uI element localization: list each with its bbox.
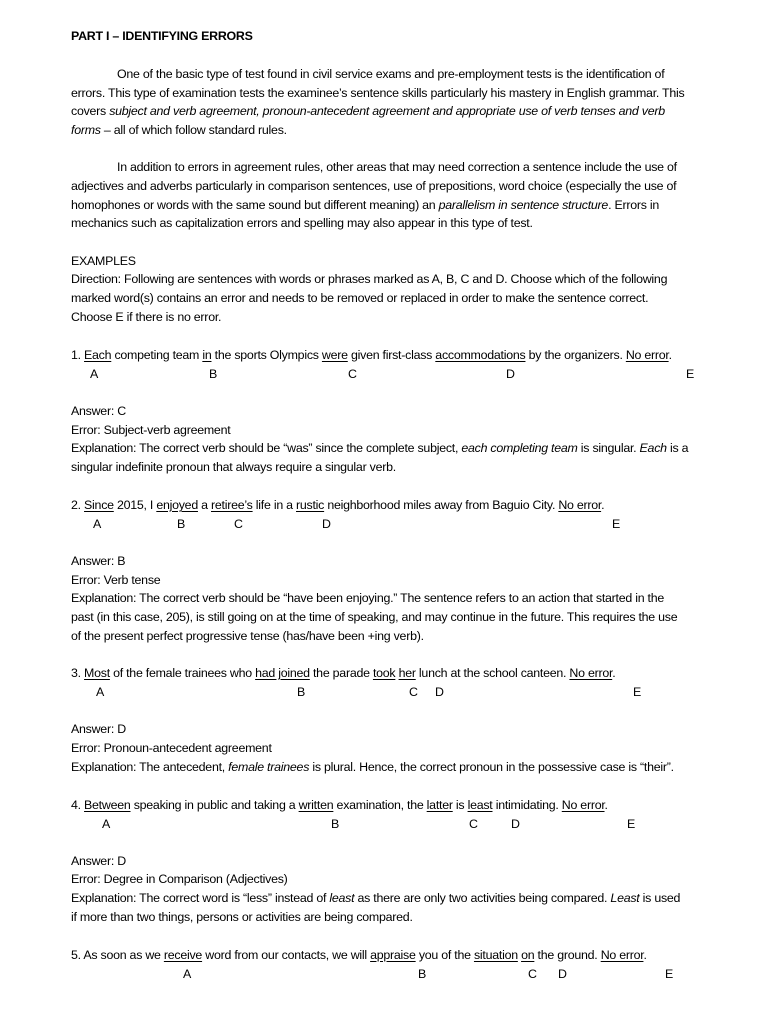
text-run: One of the basic type of test found in civil service exams and pre-employment tests is the identification of <box>117 67 665 81</box>
marked-phrase: on <box>521 948 535 962</box>
text-run: covers <box>71 104 110 118</box>
intro-line <box>117 65 664 83</box>
text-run: life in a <box>252 498 297 512</box>
option-letter: E <box>633 685 642 699</box>
text-run: of the female trainees who <box>109 666 256 680</box>
text-run: lunch at the school canteen. <box>415 666 570 680</box>
explanation-line <box>71 627 424 645</box>
marked-phrase: least <box>467 798 493 812</box>
text-run: Choose E if there is no error. <box>71 310 222 324</box>
option-letter: D <box>435 685 444 699</box>
text-run: the ground. <box>534 948 601 962</box>
marked-phrase: No error <box>561 798 605 812</box>
option-letter: B <box>331 817 340 831</box>
text-run: the sports Olympics <box>211 348 322 362</box>
marked-phrase: Since <box>84 498 114 512</box>
explanation-line <box>71 758 674 776</box>
text-run: . <box>643 948 647 962</box>
answer-line: Answer: C <box>71 404 126 418</box>
intro-line <box>71 121 287 139</box>
text-run: by the organizers. <box>525 348 626 362</box>
text-run: 3. <box>71 666 85 680</box>
option-letter: D <box>322 517 331 531</box>
option-letter: E <box>612 517 621 531</box>
text-run: . Errors in <box>608 198 660 212</box>
marked-phrase: enjoyed <box>156 498 198 512</box>
marked-phrase: in <box>202 348 212 362</box>
examples-heading: EXAMPLES <box>71 254 136 268</box>
question-sentence <box>71 346 672 364</box>
option-letter: C <box>348 367 357 381</box>
answer-line: Answer: D <box>71 722 126 736</box>
direction-line <box>71 308 221 326</box>
marked-phrase: her <box>398 666 416 680</box>
text-run: word from our contacts, we will <box>202 948 371 962</box>
explanation-line <box>71 458 396 476</box>
text-run: singular indefinite pronoun that always require a singular verb. <box>71 460 396 474</box>
paragraph-line <box>71 196 659 214</box>
marked-phrase: No error <box>625 348 669 362</box>
marked-phrase: written <box>298 798 334 812</box>
option-letter: E <box>627 817 636 831</box>
marked-phrase: No error <box>569 666 613 680</box>
text-run: past (in this case, 205), is still going on at the time of speaking, and may continue in the future. This requires the use <box>71 610 678 624</box>
error-line: Error: Degree in Comparison (Adjectives) <box>71 872 288 886</box>
question-sentence <box>71 664 615 682</box>
text-run: the parade <box>309 666 373 680</box>
marked-phrase: were <box>321 348 348 362</box>
section-title: PART I – IDENTIFYING ERRORS <box>71 29 253 43</box>
marked-phrase: Most <box>84 666 110 680</box>
text-run: as there are only two activities being compared. <box>354 891 611 905</box>
text-run: . <box>668 348 672 362</box>
explanation-line <box>71 608 677 626</box>
text-run: Explanation: The antecedent, <box>71 760 229 774</box>
text-run: speaking in public and taking a <box>130 798 299 812</box>
text-run: is <box>452 798 468 812</box>
marked-phrase: latter <box>426 798 453 812</box>
intro-line <box>71 84 684 102</box>
marked-phrase: rustic <box>296 498 325 512</box>
text-run: . <box>601 498 605 512</box>
text-run: you of the <box>415 948 474 962</box>
error-line: Error: Subject-verb agreement <box>71 423 231 437</box>
text-run: is plural. Hence, the correct pronoun in the possessive case is “their”. <box>309 760 674 774</box>
text-run: homophones or words with the same sound but different meaning) an <box>71 198 439 212</box>
question-sentence <box>71 496 604 514</box>
text-run: is used <box>639 891 681 905</box>
text-run: 5. As soon as we <box>71 948 164 962</box>
marked-phrase: No error <box>600 948 644 962</box>
marked-phrase: receive <box>163 948 203 962</box>
marked-phrase: No error <box>558 498 602 512</box>
emphasis-text: parallelism in sentence structure <box>438 198 609 212</box>
error-line: Error: Verb tense <box>71 573 161 587</box>
text-run: mechanics such as capitalization errors and spelling may also appear in this type of test. <box>71 216 533 230</box>
intro-line <box>71 102 665 120</box>
text-run: neighborhood miles away from Baguio City. <box>324 498 559 512</box>
text-run: Direction: Following are sentences with words or phrases marked as A, B, C and D. Choose which of the following <box>71 272 668 286</box>
option-letter: A <box>183 967 192 981</box>
option-letter: A <box>90 367 99 381</box>
text-run: 2015, I <box>113 498 157 512</box>
option-letter: A <box>96 685 105 699</box>
option-letter: B <box>297 685 306 699</box>
marked-phrase: retiree’s <box>211 498 253 512</box>
text-run: is a <box>666 441 689 455</box>
marked-phrase: appraise <box>370 948 416 962</box>
emphasis-text: subject and verb agreement, pronoun-antecedent agreement and appropriate use of verb tenses and verb <box>109 104 665 118</box>
option-letter: E <box>686 367 695 381</box>
text-run: – all of which follow standard rules. <box>100 123 287 137</box>
text-run: examination, the <box>333 798 427 812</box>
question-sentence <box>71 946 647 964</box>
text-run: 2. <box>71 498 85 512</box>
option-letter: B <box>418 967 427 981</box>
option-letter: B <box>209 367 218 381</box>
text-run: Explanation: The correct word is “less” instead of <box>71 891 330 905</box>
option-letter: C <box>234 517 243 531</box>
emphasis-text: Each <box>639 441 667 455</box>
text-run: errors. This type of examination tests the examinee’s sentence skills particularly his mastery in English grammar. This <box>71 86 685 100</box>
emphasis-text: forms <box>71 123 101 137</box>
paragraph-line <box>117 158 677 176</box>
answer-line: Answer: B <box>71 554 126 568</box>
marked-phrase: had joined <box>255 666 310 680</box>
text-run: In addition to errors in agreement rules, other areas that may need correction a sentence include the use of <box>117 160 677 174</box>
marked-phrase: accommodations <box>435 348 526 362</box>
explanation-line <box>71 889 680 907</box>
option-letter: C <box>469 817 478 831</box>
paragraph-line <box>71 214 533 232</box>
marked-phrase: took <box>372 666 396 680</box>
text-run: 4. <box>71 798 85 812</box>
emphasis-text: least <box>329 891 355 905</box>
explanation-line <box>71 439 688 457</box>
text-run: given first-class <box>347 348 436 362</box>
option-letter: A <box>93 517 102 531</box>
marked-phrase: Between <box>84 798 131 812</box>
text-run: competing team <box>111 348 203 362</box>
text-run: if more than two things, persons or activities are being compared. <box>71 910 413 924</box>
text-run: 1. <box>71 348 85 362</box>
emphasis-text: Least <box>610 891 640 905</box>
text-run: of the present perfect progressive tense (has/have been +ing verb). <box>71 629 424 643</box>
text-run: Explanation: The correct verb should be “have been enjoying.” The sentence refers to an action that started in the <box>71 591 665 605</box>
explanation-line <box>71 908 413 926</box>
option-letter: E <box>665 967 674 981</box>
paragraph-line <box>71 177 676 195</box>
text-run: a <box>197 498 211 512</box>
direction-line <box>71 270 667 288</box>
text-run: Explanation: The correct verb should be “was” since the complete subject, <box>71 441 462 455</box>
question-sentence <box>71 796 608 814</box>
direction-line <box>71 289 648 307</box>
text-run: . <box>612 666 616 680</box>
option-letter: D <box>511 817 520 831</box>
text-run: intimidating. <box>492 798 562 812</box>
answer-line: Answer: D <box>71 854 126 868</box>
explanation-line <box>71 589 664 607</box>
option-letter: D <box>558 967 567 981</box>
option-letter: C <box>409 685 418 699</box>
text-run: marked word(s) contains an error and needs to be removed or replaced in order to make the sentence correct. <box>71 291 649 305</box>
marked-phrase: situation <box>473 948 518 962</box>
option-letter: D <box>506 367 515 381</box>
option-letter: C <box>528 967 537 981</box>
error-line: Error: Pronoun-antecedent agreement <box>71 741 272 755</box>
emphasis-text: each completing team <box>461 441 578 455</box>
option-letter: A <box>102 817 111 831</box>
text-run: is singular. <box>577 441 640 455</box>
text-run: . <box>604 798 608 812</box>
text-run: adjectives and adverbs particularly in comparison sentences, use of prepositions, word choice (especially the use of <box>71 179 677 193</box>
emphasis-text: female trainees <box>228 760 310 774</box>
option-letter: B <box>177 517 186 531</box>
marked-phrase: Each <box>84 348 112 362</box>
